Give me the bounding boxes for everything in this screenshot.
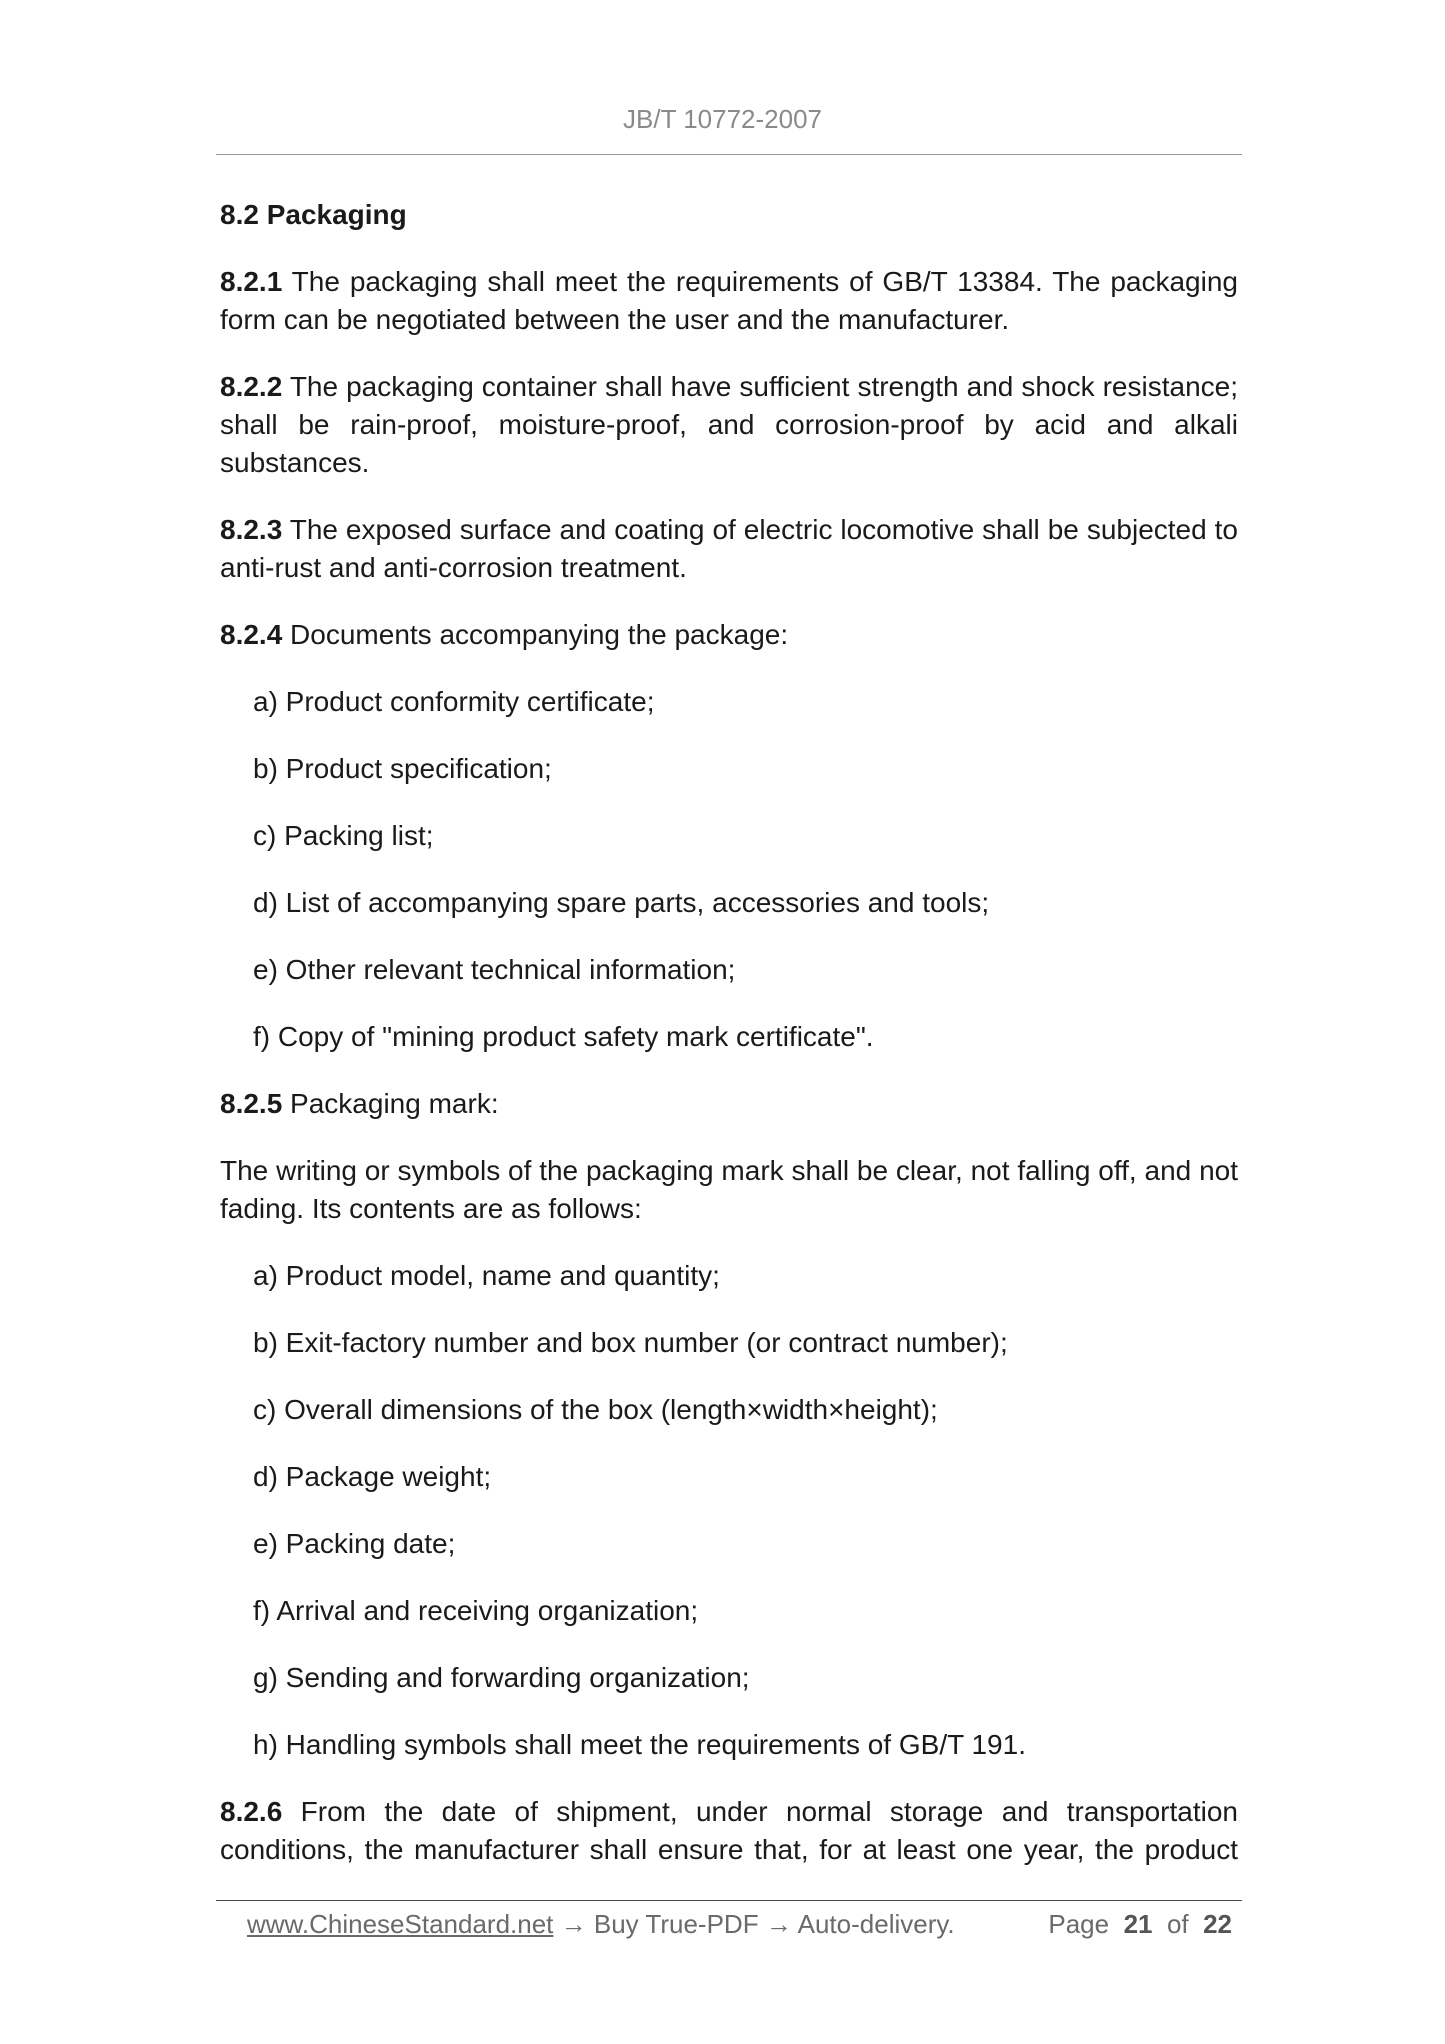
- section-title: 8.2 Packaging: [220, 199, 407, 230]
- header-divider: [216, 154, 1242, 155]
- list-item: e) Packing date;: [253, 1528, 456, 1559]
- list-item: f) Arrival and receiving organization;: [253, 1595, 699, 1626]
- page-label: Page: [1048, 1909, 1110, 1939]
- list-item: d) Package weight;: [253, 1461, 492, 1492]
- clause-text: The packaging container shall have sufficient strength and shock resistance; shall be rain-proof, moisture-proof, and corrosion-proof by acid and alkali substances.: [220, 371, 1238, 478]
- clause-text: Documents accompanying the package:: [282, 619, 789, 650]
- clause-text: From the date of shipment, under normal storage and transportation conditions, the manufacturer shall ensure that, for at least one year, the product: [220, 1796, 1238, 1865]
- list-item: d) List of accompanying spare parts, accessories and tools;: [253, 887, 990, 918]
- list-item: c) Packing list;: [253, 820, 434, 851]
- list-item: a) Product model, name and quantity;: [253, 1260, 720, 1291]
- clause-number: 8.2.3: [220, 514, 283, 545]
- list-item: e) Other relevant technical information;: [253, 954, 736, 985]
- arrow-right-icon: →: [765, 1909, 792, 1939]
- clause-8-2-6: [220, 1793, 1238, 1869]
- list-item: b) Exit-factory number and box number (or contract number);: [253, 1327, 1008, 1358]
- page-content: [220, 196, 1238, 1898]
- clause-number: 8.2.2: [220, 371, 283, 402]
- clause-number: 8.2.6: [220, 1796, 283, 1827]
- page-indicator: [1048, 1906, 1232, 1942]
- list-item: g) Sending and forwarding organization;: [253, 1662, 750, 1693]
- clause-number: 8.2.4: [220, 619, 283, 650]
- list-item: h) Handling symbols shall meet the requirements of GB/T 191.: [253, 1729, 1026, 1760]
- clause-8-2-4: [220, 616, 1238, 654]
- clause-number: 8.2.5: [220, 1088, 283, 1119]
- website-link[interactable]: www.ChineseStandard.net: [247, 1909, 554, 1939]
- footer-divider: [216, 1900, 1242, 1901]
- clause-8-2-3: [220, 511, 1238, 587]
- clause-text: The packaging shall meet the requirements of GB/T 13384. The packaging form can be negotiated between the user and the manufacturer.: [220, 266, 1238, 335]
- list-item: b) Product specification;: [253, 753, 552, 784]
- arrow-right-icon: →: [560, 1909, 587, 1939]
- clause-number: 8.2.1: [220, 266, 283, 297]
- buy-true-pdf-text: Buy True-PDF: [593, 1909, 759, 1939]
- clause-text: The exposed surface and coating of electric locomotive shall be subjected to anti-rust and anti-corrosion treatment.: [220, 514, 1238, 583]
- list-item: a) Product conformity certificate;: [253, 686, 655, 717]
- clause-text: Packaging mark:: [282, 1088, 499, 1119]
- packaging-mark-intro: The writing or symbols of the packaging mark shall be clear, not falling off, and not fading. Its contents are as follows:: [220, 1155, 1238, 1224]
- document-code-header: JB/T 10772-2007: [623, 104, 822, 134]
- clause-8-2-2: [220, 368, 1238, 482]
- total-pages-number: 22: [1203, 1909, 1232, 1939]
- list-item: c) Overall dimensions of the box (length×width×height);: [253, 1394, 938, 1425]
- list-item: f) Copy of "mining product safety mark certificate".: [253, 1021, 874, 1052]
- of-label: of: [1166, 1909, 1189, 1939]
- clause-8-2-1: [220, 263, 1238, 339]
- page-footer: [247, 1906, 1232, 1942]
- footer-promo: [247, 1906, 955, 1942]
- auto-delivery-text: Auto-delivery.: [797, 1909, 955, 1939]
- current-page-number: 21: [1123, 1909, 1153, 1939]
- clause-8-2-5: [220, 1085, 1238, 1123]
